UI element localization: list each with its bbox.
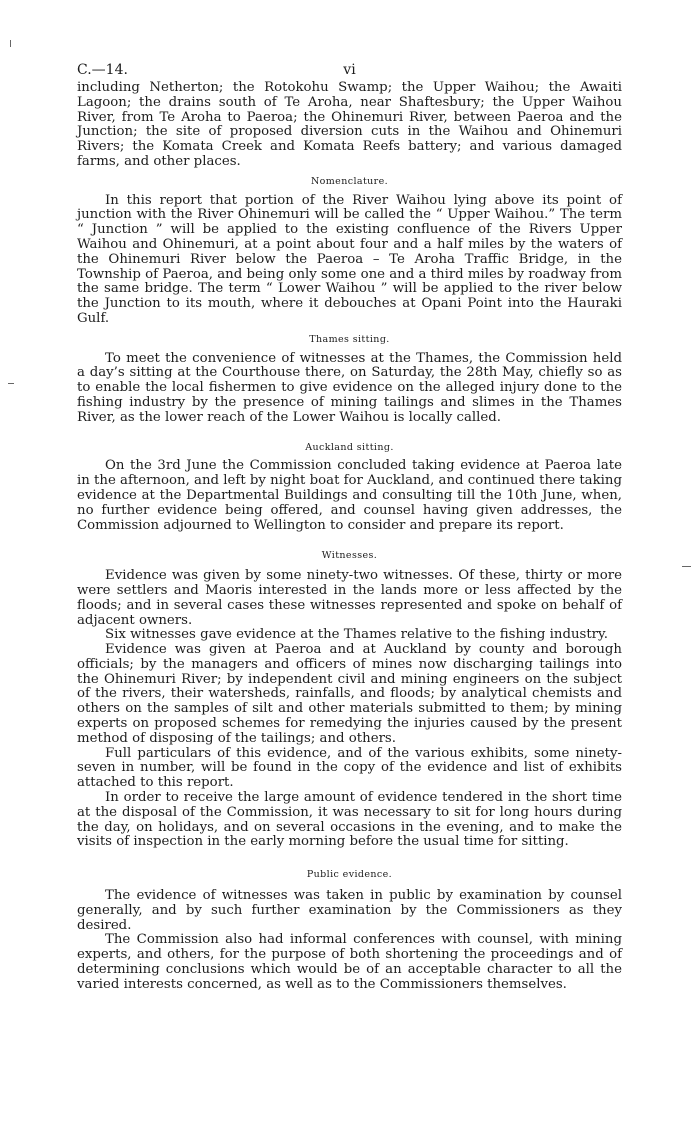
document-body [77,81,622,993]
scan-mark [682,566,691,567]
page-header [77,62,622,80]
paragraph: On the 3rd June the Commission concluded taking evidence at Paeroa late in the afternoon, and left by night boat for Auckland, and continued there taking evidence at the Departmental Buildings and consulting till the 10th June, when, no further evidence being offered, and counsel having given addresses, the Commission adjourned to Wellington to consider and prepare its report. [77,458,622,533]
paragraph: Evidence was given at Paeroa and at Auckland by county and borough officials; by the managers and officers of mines now discharging tailings into the Ohinemuri River; by independent civil and mining engineers on the subject of the rivers, their watersheds, rainfalls, and floods; by analytical chemists and others on the samples of silt and other materials submitted to them; by mining experts on proposed schemes for remedying the injuries caused by the present method of disposing of the tailings; and others. [77,642,622,746]
intro-paragraph: including Netherton; the Rotokohu Swamp; the Upper Waihou; the Awaiti Lagoon; the drains south of Te Aroha, near Shaftesbury; the Upper Waihou River, from Te Aroha to Paeroa; the Ohinemuri River, between Paeroa and the Junction; the site of proposed diversion cuts in the Waihou and Ohinemuri Rivers; the Komata Creek and Komata Reefs battery; and various damaged farms, and other places. [77,80,622,169]
section-heading-public-evidence: Public evidence. [306,869,393,881]
section-heading-thames-sitting: Thames sitting. [309,333,390,345]
section-heading-auckland-sitting: Auckland sitting. [305,441,394,453]
section-heading-nomenclature: Nomenclature. [310,175,389,187]
paragraph: In this report that portion of the River Waihou lying above its point of junction with the River Ohinemuri will be called the “ Upper Waihou.” The term “ Junction ” will be applied to the existing confluence of the Rivers Upper Waihou and Ohinemuri, at a point about four and a half miles by the waters of the Ohinemuri River below the Paeroa – Te Aroha Traffic Bridge, in the Township of Paeroa, and being only some one and a third miles by roadway from the same bridge. The term “ Lower Waihou ” will be applied to the river below the Junction to its mouth, where it debouches at Opani Point into the Hauraki Gulf. [77,192,622,326]
paragraph: The evidence of witnesses was taken in public by examination by counsel generally, and by such further examination by the Commissioners as they desired. [77,888,622,933]
paragraph: Six witnesses gave evidence at the Thames relative to the fishing industry. [105,627,609,643]
paragraph: To meet the convenience of witnesses at the Thames, the Commission held a day’s sitting at the Courthouse there, on Saturday, the 28th May, chiefly so as to enable the local fishermen to give evidence on the alleged injury done to the fishing industry by the presence of mining tailings and slimes in the Thames River, as the lower reach of the Lower Waihou is locally called. [77,350,622,425]
scan-mark [8,383,14,384]
page-number: vi [343,62,356,78]
paragraph: The Commission also had informal conferences with counsel, with mining experts, and others, for the purpose of both shortening the proceedings and of determining conclusions which would be of an acceptable character to all the varied interests concerned, as well as to the Commissioners themselves. [77,932,622,992]
paragraph: Full particulars of this evidence, and of the various exhibits, some ninety-seven in number, will be found in the copy of the evidence and list of exhibits attached to this report. [77,745,622,791]
section-heading-witnesses: Witnesses. [321,550,378,562]
paragraph: Evidence was given by some ninety-two witnesses. Of these, thirty or more were settlers and Maoris interested in the lands more or less affected by the floods; and in several cases these witnesses represented and spoke on behalf of adjacent owners. [77,568,622,628]
document-code: C.—14. [77,62,128,78]
scan-mark [10,40,11,47]
paragraph: In order to receive the large amount of evidence tendered in the short time at the disposal of the Commission, it was necessary to sit for long hours during the day, on holidays, and on several occasions in the evening, and to make the visits of inspection in the early morning before the usual time for sitting. [77,790,622,850]
